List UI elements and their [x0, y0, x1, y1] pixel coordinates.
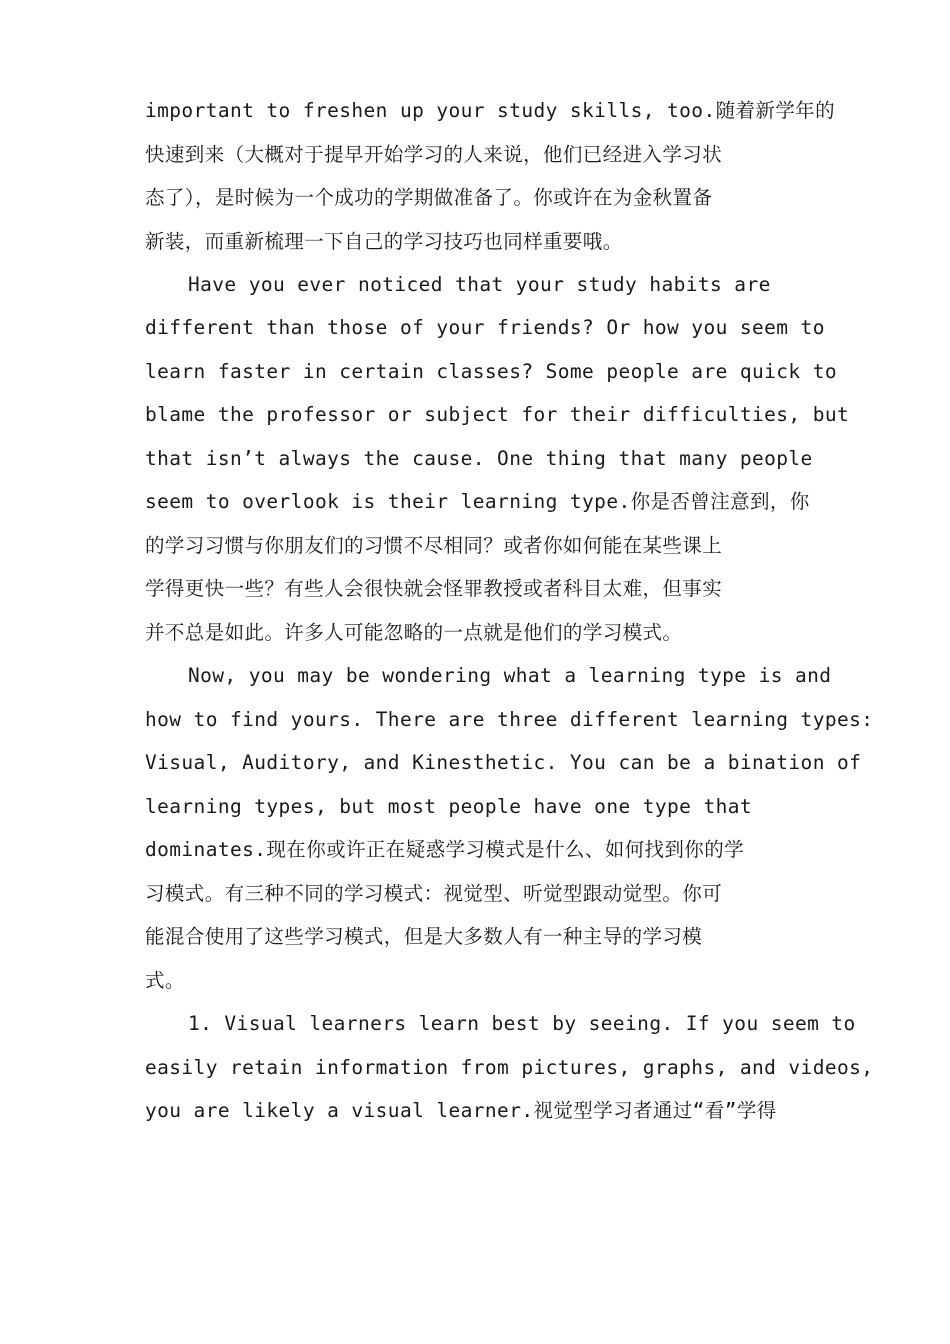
text-line: 态了），是时候为一个成功的学期做准备了。你或许在为金秋置备	[145, 186, 713, 209]
text-line: Visual, Auditory, and Kinesthetic. You can be a bination of	[145, 751, 862, 774]
text-line: 并不总是如此。许多人可能忽略的一点就是他们的学习模式。	[145, 621, 683, 644]
text-line: learn faster in certain classes? Some people are quick to	[145, 360, 837, 383]
text-line: learning types, but most people have one type that	[145, 795, 752, 818]
text-line: how to find yours. There are three different learning types:	[145, 708, 874, 731]
text-line: 学得更快一些？有些人会很快就会怪罪教授或者科目太难，但事实	[145, 577, 723, 600]
text-line: dominates.现在你或许正在疑惑学习模式是什么、如何找到你的学	[145, 838, 745, 861]
text-line: 快速到来（大概对于提早开始学习的人来说，他们已经进入学习状	[145, 143, 723, 166]
text-line: 的学习习惯与你朋友们的习惯不尽相同？或者你如何能在某些课上	[145, 534, 723, 557]
paragraph-first-line: Now, you may be wondering what a learning type is and	[188, 664, 832, 687]
text-line: important to freshen up your study skills, too.随着新学年的	[145, 99, 835, 122]
text-line: 习模式。有三种不同的学习模式：视觉型、听觉型跟动觉型。你可	[145, 882, 723, 905]
text-line: that isn’t always the cause. One thing that many people	[145, 447, 813, 470]
paragraph-first-line: 1. Visual learners learn best by seeing. If you seem to	[188, 1012, 856, 1035]
text-line: 式。	[145, 969, 185, 992]
text-line: blame the professor or subject for their difficulties, but	[145, 403, 850, 426]
paragraph-first-line: Have you ever noticed that your study habits are	[188, 273, 771, 296]
text-line: different than those of your friends? Or how you seem to	[145, 316, 825, 339]
text-line: 能混合使用了这些学习模式，但是大多数人有一种主导的学习模	[145, 925, 703, 948]
text-line: easily retain information from pictures, graphs, and videos,	[145, 1056, 874, 1079]
text-line: you are likely a visual learner.视觉型学习者通过“看”学得	[145, 1099, 777, 1122]
text-line: 新装，而重新梳理一下自己的学习技巧也同样重要哦。	[145, 230, 623, 253]
text-line: seem to overlook is their learning type.你是否曾注意到，你	[145, 490, 810, 513]
